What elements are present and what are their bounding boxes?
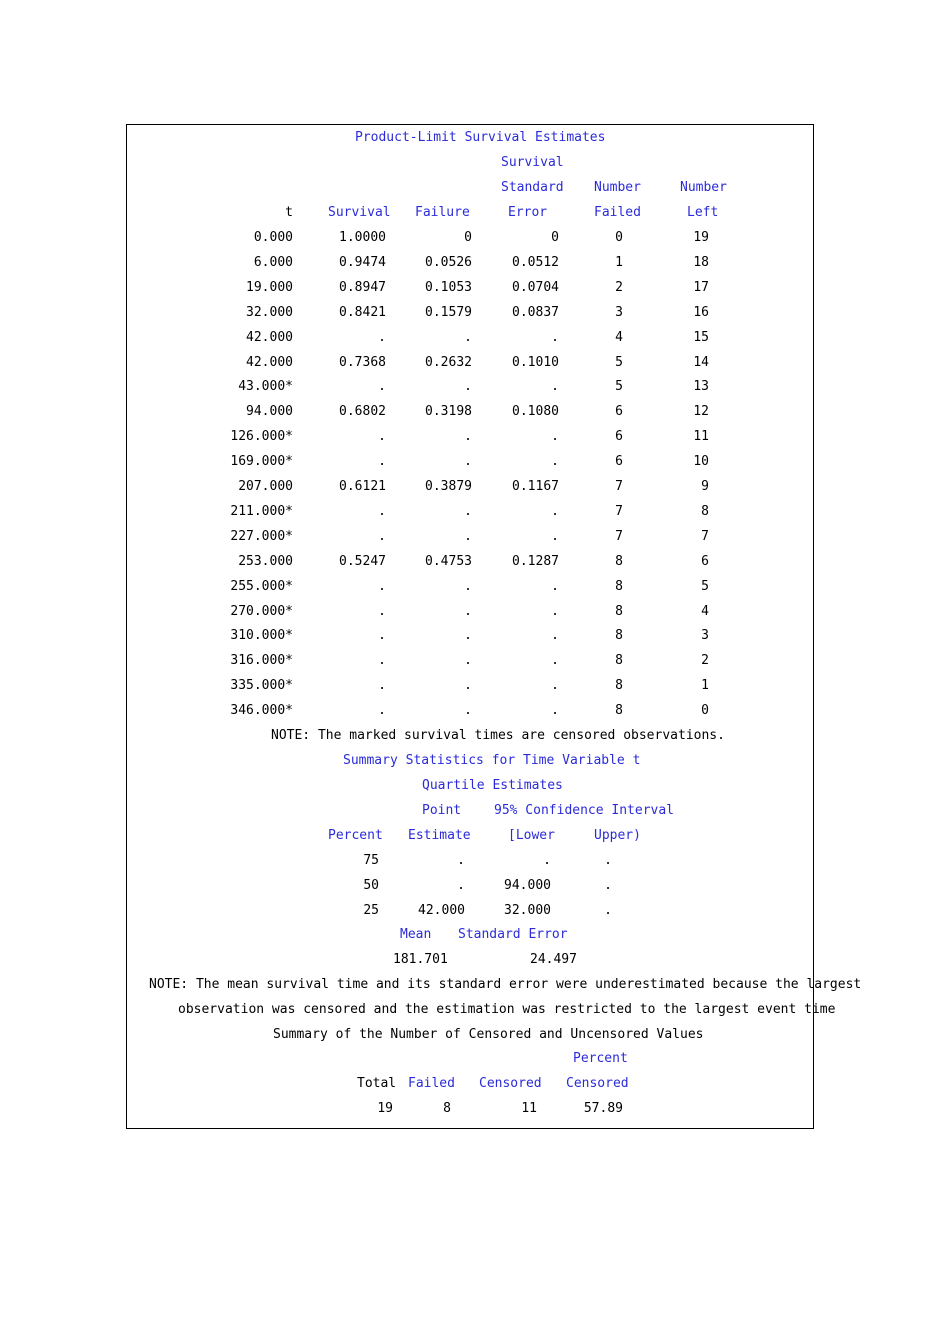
mean-value: 181.701 xyxy=(393,952,448,967)
value-censored: 11 xyxy=(521,1101,537,1116)
survival-cell-failed: 6 xyxy=(615,454,623,470)
survival-cell-t: 316.000* xyxy=(230,653,293,669)
quartile-cell-lower: 32.000 xyxy=(504,903,551,918)
survival-cell-left: 13 xyxy=(693,379,709,395)
header-lower: [Lower xyxy=(508,828,555,843)
survival-cell-survival: 0.6802 xyxy=(339,404,386,420)
survival-cell-survival: . xyxy=(378,329,386,345)
survival-cell-failed: 1 xyxy=(615,254,623,270)
survival-cell-failure: . xyxy=(464,503,472,519)
se-label: Standard Error xyxy=(458,927,568,942)
survival-cell-failure: . xyxy=(464,429,472,445)
mean-note-line2: observation was censored and the estimation was restricted to the largest event time xyxy=(178,1002,836,1017)
survival-cell-failed: 8 xyxy=(615,553,623,569)
quartile-cell-percent: 75 xyxy=(363,853,379,868)
quartile-cell-lower: 94.000 xyxy=(504,878,551,893)
survival-cell-failure: . xyxy=(464,678,472,694)
survival-cell-left: 2 xyxy=(701,653,709,669)
header-percent-censored-line1: Percent xyxy=(573,1051,628,1066)
survival-cell-failed: 8 xyxy=(615,578,623,594)
survival-cell-failed: 8 xyxy=(615,603,623,619)
quartile-cell-estimate: 42.000 xyxy=(418,903,465,918)
value-total: 19 xyxy=(377,1101,393,1116)
survival-cell-survival: 0.8421 xyxy=(339,304,386,320)
header-nfailed-line2: Failed xyxy=(594,205,641,220)
survival-cell-se: . xyxy=(551,528,559,544)
survival-cell-survival: . xyxy=(378,703,386,719)
survival-cell-survival: . xyxy=(378,503,386,519)
survival-cell-t: 94.000 xyxy=(246,404,293,420)
survival-cell-se: . xyxy=(551,429,559,445)
survival-cell-se: . xyxy=(551,703,559,719)
survival-cell-survival: . xyxy=(378,429,386,445)
survival-cell-t: 0.000 xyxy=(253,230,293,245)
survival-cell-failed: 2 xyxy=(615,279,623,295)
survival-cell-se: 0 xyxy=(551,230,559,245)
survival-cell-se: 0.0704 xyxy=(512,279,559,295)
survival-cell-failure: 0.4753 xyxy=(425,553,472,569)
survival-cell-failed: 3 xyxy=(615,304,623,320)
quartile-cell-upper: . xyxy=(604,903,612,918)
header-nleft-line2: Left xyxy=(687,205,719,220)
survival-cell-left: 8 xyxy=(701,503,709,519)
survival-cell-failed: 0 xyxy=(615,230,623,245)
header-se-line1: Survival xyxy=(501,155,564,170)
survival-cell-t: 207.000 xyxy=(238,479,293,494)
survival-cell-left: 19 xyxy=(693,230,709,245)
survival-cell-se: 0.1080 xyxy=(512,404,559,420)
summary-title: Summary Statistics for Time Variable t xyxy=(343,753,641,768)
survival-cell-failure: . xyxy=(464,578,472,594)
survival-cell-se: 0.1287 xyxy=(512,553,559,569)
header-se-line3: Error xyxy=(508,205,548,220)
se-value: 24.497 xyxy=(530,952,577,967)
survival-cell-se: 0.0512 xyxy=(512,254,559,270)
survival-cell-t: 346.000* xyxy=(230,703,293,719)
header-point-line1: Point xyxy=(422,803,462,818)
header-censored: Censored xyxy=(479,1076,542,1091)
survival-cell-survival: 0.5247 xyxy=(339,553,386,569)
mean-note-line1: NOTE: The mean survival time and its standard error were underestimated because the largest xyxy=(149,977,862,992)
survival-cell-failed: 8 xyxy=(615,678,623,694)
survival-cell-failure: . xyxy=(464,454,472,470)
survival-cell-se: . xyxy=(551,653,559,669)
survival-cell-survival: . xyxy=(378,578,386,594)
header-percent: Percent xyxy=(328,828,383,843)
survival-cell-left: 9 xyxy=(701,479,709,494)
survival-cell-failure: . xyxy=(464,379,472,395)
survival-cell-se: 0.0837 xyxy=(512,304,559,320)
survival-cell-left: 11 xyxy=(693,429,709,445)
survival-cell-survival: 0.9474 xyxy=(339,254,386,270)
survival-cell-failed: 7 xyxy=(615,528,623,544)
survival-cell-failed: 8 xyxy=(615,703,623,719)
survival-cell-t: 335.000* xyxy=(230,678,293,694)
survival-cell-left: 15 xyxy=(693,329,709,345)
survival-cell-left: 14 xyxy=(693,354,709,370)
survival-cell-left: 18 xyxy=(693,254,709,270)
survival-cell-failure: . xyxy=(464,528,472,544)
survival-cell-failure: 0.3198 xyxy=(425,404,472,420)
survival-cell-t: 32.000 xyxy=(246,304,293,320)
value-failed: 8 xyxy=(443,1101,451,1116)
survival-cell-failed: 8 xyxy=(615,653,623,669)
header-failure: Failure xyxy=(415,205,470,220)
survival-cell-failure: 0.2632 xyxy=(425,354,472,370)
header-nleft-line1: Number xyxy=(680,180,727,195)
survival-cell-left: 17 xyxy=(693,279,709,295)
survival-cell-failure: 0.1053 xyxy=(425,279,472,295)
survival-cell-t: 19.000 xyxy=(246,279,293,295)
censored-title: Summary of the Number of Censored and Uncensored Values xyxy=(273,1027,704,1042)
survival-cell-failure: 0.1579 xyxy=(425,304,472,320)
survival-cell-failure: 0.0526 xyxy=(425,254,472,270)
header-failed: Failed xyxy=(408,1076,455,1091)
survival-cell-left: 3 xyxy=(701,628,709,644)
header-t: t xyxy=(285,205,293,220)
survival-cell-failure: 0.3879 xyxy=(425,479,472,494)
survival-cell-se: . xyxy=(551,603,559,619)
quartile-cell-estimate: . xyxy=(457,853,465,868)
survival-cell-t: 42.000 xyxy=(246,329,293,345)
survival-cell-left: 10 xyxy=(693,454,709,470)
value-percent: 57.89 xyxy=(583,1101,623,1116)
survival-cell-t: 310.000* xyxy=(230,628,293,644)
survival-cell-t: 126.000* xyxy=(230,429,293,445)
survival-cell-t: 270.000* xyxy=(230,603,293,619)
header-se-line2: Standard xyxy=(501,180,564,195)
survival-cell-survival: . xyxy=(378,379,386,395)
survival-cell-survival: 1.0000 xyxy=(339,230,386,245)
survival-cell-se: . xyxy=(551,454,559,470)
survival-cell-left: 12 xyxy=(693,404,709,420)
survival-cell-failure: . xyxy=(464,329,472,345)
survival-cell-se: . xyxy=(551,503,559,519)
survival-cell-left: 1 xyxy=(701,678,709,694)
survival-cell-survival: . xyxy=(378,603,386,619)
survival-cell-survival: . xyxy=(378,454,386,470)
quartile-cell-lower: . xyxy=(543,853,551,868)
survival-cell-failed: 6 xyxy=(615,429,623,445)
survival-cell-left: 7 xyxy=(701,528,709,544)
survival-cell-t: 255.000* xyxy=(230,578,293,594)
survival-cell-left: 6 xyxy=(701,553,709,569)
mean-label: Mean xyxy=(400,927,432,942)
header-ci: 95% Confidence Interval xyxy=(494,803,675,818)
survival-cell-survival: . xyxy=(378,653,386,669)
quartile-cell-upper: . xyxy=(604,853,612,868)
survival-cell-t: 211.000* xyxy=(230,503,293,519)
survival-cell-survival: . xyxy=(378,528,386,544)
header-total: Total xyxy=(357,1076,397,1091)
quartile-cell-percent: 25 xyxy=(363,903,379,918)
survival-cell-survival: 0.7368 xyxy=(339,354,386,370)
survival-cell-left: 16 xyxy=(693,304,709,320)
survival-cell-se: . xyxy=(551,379,559,395)
survival-cell-failure: . xyxy=(464,603,472,619)
quartile-cell-upper: . xyxy=(604,878,612,893)
survival-cell-failed: 7 xyxy=(615,479,623,494)
survival-cell-se: . xyxy=(551,329,559,345)
survival-cell-survival: 0.8947 xyxy=(339,279,386,295)
survival-cell-failure: . xyxy=(464,628,472,644)
survival-cell-failed: 8 xyxy=(615,628,623,644)
survival-cell-se: . xyxy=(551,628,559,644)
survival-cell-failure: 0 xyxy=(464,230,472,245)
header-survival: Survival xyxy=(328,205,391,220)
quartile-cell-percent: 50 xyxy=(363,878,379,893)
survival-cell-t: 253.000 xyxy=(238,553,293,569)
survival-cell-failed: 5 xyxy=(615,379,623,395)
censor-note: NOTE: The marked survival times are censored observations. xyxy=(271,728,725,743)
survival-table-title: Product-Limit Survival Estimates xyxy=(355,130,606,145)
header-point-line2: Estimate xyxy=(408,828,471,843)
survival-cell-failure: . xyxy=(464,653,472,669)
header-percent-censored-line2: Censored xyxy=(566,1076,629,1091)
survival-cell-se: 0.1010 xyxy=(512,354,559,370)
survival-cell-failure: . xyxy=(464,703,472,719)
survival-cell-se: . xyxy=(551,678,559,694)
survival-cell-failed: 5 xyxy=(615,354,623,370)
survival-cell-t: 6.000 xyxy=(253,254,293,270)
survival-cell-t: 42.000 xyxy=(246,354,293,370)
survival-cell-left: 4 xyxy=(701,603,709,619)
survival-cell-failed: 6 xyxy=(615,404,623,420)
survival-cell-survival: . xyxy=(378,678,386,694)
survival-cell-failed: 4 xyxy=(615,329,623,345)
survival-cell-t: 227.000* xyxy=(230,528,293,544)
survival-cell-survival: . xyxy=(378,628,386,644)
survival-cell-se: 0.1167 xyxy=(512,479,559,494)
quartile-title: Quartile Estimates xyxy=(422,778,563,793)
quartile-cell-estimate: . xyxy=(457,878,465,893)
survival-cell-se: . xyxy=(551,578,559,594)
header-nfailed-line1: Number xyxy=(594,180,641,195)
survival-cell-survival: 0.6121 xyxy=(339,479,386,494)
survival-cell-left: 5 xyxy=(701,578,709,594)
header-upper: Upper) xyxy=(594,828,641,843)
survival-cell-t: 43.000* xyxy=(238,379,293,395)
survival-cell-left: 0 xyxy=(701,703,709,719)
survival-cell-failed: 7 xyxy=(615,503,623,519)
survival-cell-t: 169.000* xyxy=(230,454,293,470)
